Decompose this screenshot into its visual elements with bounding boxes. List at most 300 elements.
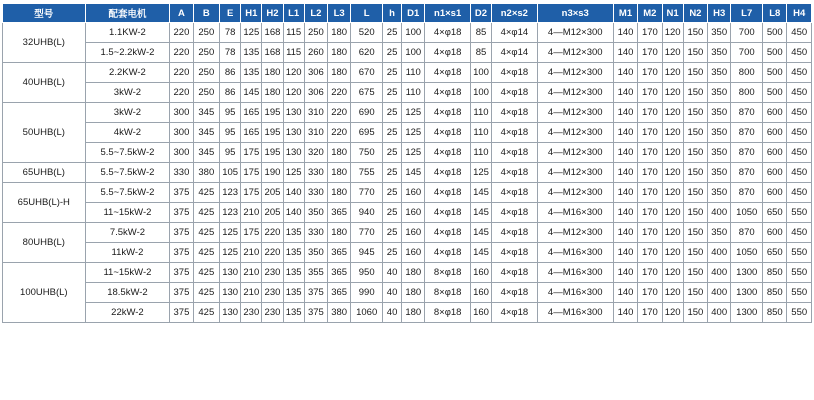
spec-cell: 150 <box>683 243 707 263</box>
spec-cell: 4×φ18 <box>492 83 538 103</box>
spec-cell: 140 <box>613 83 637 103</box>
table-row <box>3 123 812 143</box>
spec-cell: 170 <box>638 303 662 323</box>
spec-cell: 355 <box>304 263 327 283</box>
spec-cell: 125 <box>241 23 262 43</box>
spec-cell: 160 <box>402 203 425 223</box>
spec-cell: 230 <box>262 263 283 283</box>
spec-cell: 750 <box>351 143 383 163</box>
spec-cell: 375 <box>170 263 193 283</box>
spec-cell: 4—M12×300 <box>537 43 613 63</box>
spec-cell: 120 <box>662 303 683 323</box>
spec-cell: 375 <box>304 303 327 323</box>
spec-cell: 520 <box>351 23 383 43</box>
spec-cell: 110 <box>402 83 425 103</box>
spec-cell: 4—M12×300 <box>537 143 613 163</box>
spec-cell: 350 <box>708 223 731 243</box>
spec-cell: 135 <box>283 303 304 323</box>
spec-cell: 110 <box>470 123 491 143</box>
spec-cell: 425 <box>193 243 219 263</box>
spec-cell: 990 <box>351 283 383 303</box>
spec-cell: 4×φ18 <box>492 183 538 203</box>
spec-cell: 110 <box>470 143 491 163</box>
spec-cell: 425 <box>193 203 219 223</box>
column-header: L <box>351 4 383 23</box>
spec-cell: 600 <box>763 163 787 183</box>
spec-cell: 85 <box>470 43 491 63</box>
spec-cell: 100 <box>402 23 425 43</box>
spec-cell: 195 <box>262 103 283 123</box>
motor-cell: 5.5~7.5kW-2 <box>85 183 170 203</box>
spec-cell: 130 <box>220 283 241 303</box>
motor-cell: 3kW-2 <box>85 103 170 123</box>
spec-cell: 600 <box>763 223 787 243</box>
spec-cell: 4×φ18 <box>492 303 538 323</box>
spec-cell: 4—M16×300 <box>537 283 613 303</box>
spec-cell: 4—M12×300 <box>537 183 613 203</box>
spec-cell: 345 <box>193 103 219 123</box>
spec-cell: 690 <box>351 103 383 123</box>
spec-cell: 125 <box>402 123 425 143</box>
spec-cell: 100 <box>470 63 491 83</box>
spec-cell: 4×φ18 <box>425 163 471 183</box>
spec-cell: 25 <box>383 103 402 123</box>
spec-cell: 950 <box>351 263 383 283</box>
spec-cell: 100 <box>470 83 491 103</box>
column-header: D1 <box>402 4 425 23</box>
spec-cell: 425 <box>193 223 219 243</box>
spec-cell: 180 <box>262 83 283 103</box>
spec-cell: 4×φ18 <box>425 23 471 43</box>
spec-cell: 450 <box>787 123 812 143</box>
spec-cell: 115 <box>283 43 304 63</box>
spec-cell: 170 <box>638 23 662 43</box>
spec-cell: 350 <box>708 63 731 83</box>
spec-cell: 250 <box>193 43 219 63</box>
spec-cell: 78 <box>220 23 241 43</box>
spec-cell: 250 <box>193 63 219 83</box>
spec-cell: 25 <box>383 83 402 103</box>
spec-cell: 4×φ18 <box>492 103 538 123</box>
table-row <box>3 263 812 283</box>
spec-cell: 110 <box>402 63 425 83</box>
spec-cell: 140 <box>613 223 637 243</box>
spec-cell: 205 <box>262 183 283 203</box>
spec-cell: 650 <box>763 243 787 263</box>
model-cell: 32UHB(L) <box>3 23 86 63</box>
spec-cell: 4×φ18 <box>492 223 538 243</box>
column-header: H4 <box>787 4 812 23</box>
spec-cell: 150 <box>683 23 707 43</box>
spec-cell: 25 <box>383 183 402 203</box>
spec-cell: 150 <box>683 263 707 283</box>
spec-cell: 670 <box>351 63 383 83</box>
spec-cell: 250 <box>193 23 219 43</box>
spec-cell: 350 <box>708 23 731 43</box>
spec-cell: 205 <box>262 203 283 223</box>
column-header: N1 <box>662 4 683 23</box>
spec-cell: 330 <box>170 163 193 183</box>
spec-cell: 140 <box>613 23 637 43</box>
spec-cell: 220 <box>170 43 193 63</box>
spec-cell: 870 <box>731 123 763 143</box>
spec-cell: 180 <box>328 163 351 183</box>
spec-cell: 450 <box>787 43 812 63</box>
spec-cell: 300 <box>170 123 193 143</box>
spec-cell: 165 <box>241 123 262 143</box>
spec-cell: 375 <box>170 203 193 223</box>
column-header: E <box>220 4 241 23</box>
spec-cell: 170 <box>638 163 662 183</box>
spec-cell: 1060 <box>351 303 383 323</box>
spec-cell: 450 <box>787 163 812 183</box>
spec-cell: 210 <box>241 263 262 283</box>
spec-cell: 675 <box>351 83 383 103</box>
spec-cell: 120 <box>662 43 683 63</box>
spec-cell: 650 <box>763 203 787 223</box>
spec-cell: 1050 <box>731 243 763 263</box>
spec-cell: 425 <box>193 283 219 303</box>
spec-cell: 140 <box>613 303 637 323</box>
spec-cell: 4×φ18 <box>492 163 538 183</box>
spec-cell: 25 <box>383 243 402 263</box>
spec-cell: 120 <box>662 263 683 283</box>
spec-cell: 4—M12×300 <box>537 103 613 123</box>
spec-cell: 330 <box>304 183 327 203</box>
spec-cell: 375 <box>170 303 193 323</box>
table-row <box>3 143 812 163</box>
spec-cell: 190 <box>262 163 283 183</box>
motor-cell: 18.5kW-2 <box>85 283 170 303</box>
spec-cell: 230 <box>262 283 283 303</box>
spec-cell: 600 <box>763 123 787 143</box>
spec-cell: 25 <box>383 223 402 243</box>
column-header: M2 <box>638 4 662 23</box>
spec-cell: 4×φ18 <box>425 63 471 83</box>
spec-cell: 145 <box>470 203 491 223</box>
spec-cell: 320 <box>304 143 327 163</box>
spec-cell: 140 <box>613 263 637 283</box>
spec-cell: 145 <box>402 163 425 183</box>
spec-cell: 168 <box>262 23 283 43</box>
spec-cell: 160 <box>402 243 425 263</box>
spec-cell: 120 <box>662 283 683 303</box>
spec-cell: 160 <box>470 303 491 323</box>
motor-cell: 22kW-2 <box>85 303 170 323</box>
spec-cell: 180 <box>402 303 425 323</box>
spec-cell: 100 <box>402 43 425 63</box>
spec-cell: 330 <box>304 223 327 243</box>
table-row <box>3 163 812 183</box>
column-header: L3 <box>328 4 351 23</box>
table-row <box>3 103 812 123</box>
spec-cell: 1300 <box>731 263 763 283</box>
spec-cell: 120 <box>662 143 683 163</box>
spec-cell: 25 <box>383 163 402 183</box>
spec-cell: 4×φ18 <box>425 43 471 63</box>
spec-cell: 260 <box>304 43 327 63</box>
spec-cell: 500 <box>763 63 787 83</box>
spec-cell: 150 <box>683 163 707 183</box>
spec-cell: 123 <box>220 183 241 203</box>
spec-cell: 165 <box>241 103 262 123</box>
spec-cell: 195 <box>262 143 283 163</box>
table-row <box>3 63 812 83</box>
column-header: 型号 <box>3 4 86 23</box>
spec-cell: 140 <box>613 283 637 303</box>
spec-cell: 115 <box>283 23 304 43</box>
spec-cell: 345 <box>193 143 219 163</box>
spec-cell: 770 <box>351 183 383 203</box>
spec-cell: 350 <box>708 103 731 123</box>
spec-cell: 150 <box>683 83 707 103</box>
spec-cell: 4—M12×300 <box>537 63 613 83</box>
spec-cell: 4—M12×300 <box>537 83 613 103</box>
spec-cell: 140 <box>613 63 637 83</box>
spec-cell: 870 <box>731 223 763 243</box>
model-cell: 50UHB(L) <box>3 103 86 163</box>
spec-cell: 600 <box>763 143 787 163</box>
spec-cell: 450 <box>787 183 812 203</box>
spec-cell: 306 <box>304 63 327 83</box>
spec-cell: 85 <box>470 23 491 43</box>
spec-cell: 4×φ18 <box>425 103 471 123</box>
spec-cell: 25 <box>383 43 402 63</box>
motor-cell: 3kW-2 <box>85 83 170 103</box>
spec-cell: 140 <box>613 183 637 203</box>
spec-cell: 160 <box>470 283 491 303</box>
spec-cell: 170 <box>638 203 662 223</box>
spec-cell: 425 <box>193 303 219 323</box>
spec-cell: 850 <box>763 263 787 283</box>
spec-cell: 135 <box>241 43 262 63</box>
spec-cell: 940 <box>351 203 383 223</box>
spec-cell: 4—M12×300 <box>537 23 613 43</box>
header-row <box>3 4 812 23</box>
spec-cell: 95 <box>220 123 241 143</box>
spec-cell: 375 <box>170 283 193 303</box>
spec-cell: 125 <box>402 143 425 163</box>
spec-cell: 140 <box>283 183 304 203</box>
table-row <box>3 303 812 323</box>
spec-cell: 160 <box>470 263 491 283</box>
spec-cell: 120 <box>662 103 683 123</box>
spec-cell: 700 <box>731 43 763 63</box>
spec-cell: 180 <box>328 143 351 163</box>
spec-cell: 755 <box>351 163 383 183</box>
spec-cell: 4×φ18 <box>425 203 471 223</box>
spec-cell: 300 <box>170 103 193 123</box>
spec-cell: 140 <box>613 143 637 163</box>
spec-cell: 550 <box>787 243 812 263</box>
spec-cell: 1050 <box>731 203 763 223</box>
spec-cell: 4×φ18 <box>492 243 538 263</box>
spec-cell: 250 <box>193 83 219 103</box>
column-header: L8 <box>763 4 787 23</box>
spec-cell: 4×φ18 <box>425 243 471 263</box>
spec-cell: 350 <box>708 163 731 183</box>
table-row <box>3 183 812 203</box>
spec-cell: 150 <box>683 283 707 303</box>
column-header: H1 <box>241 4 262 23</box>
spec-cell: 220 <box>170 83 193 103</box>
spec-cell: 550 <box>787 203 812 223</box>
spec-cell: 220 <box>328 103 351 123</box>
spec-cell: 168 <box>262 43 283 63</box>
spec-cell: 210 <box>241 283 262 303</box>
column-header: n3×s3 <box>537 4 613 23</box>
column-header: H3 <box>708 4 731 23</box>
spec-cell: 350 <box>708 123 731 143</box>
column-header: H2 <box>262 4 283 23</box>
spec-cell: 230 <box>262 303 283 323</box>
spec-cell: 220 <box>328 123 351 143</box>
spec-cell: 140 <box>613 103 637 123</box>
spec-cell: 4—M16×300 <box>537 203 613 223</box>
spec-cell: 145 <box>470 223 491 243</box>
spec-cell: 4×φ18 <box>492 123 538 143</box>
spec-cell: 4×φ18 <box>425 83 471 103</box>
spec-cell: 4×φ18 <box>425 123 471 143</box>
spec-table <box>2 3 812 323</box>
spec-cell: 120 <box>662 63 683 83</box>
motor-cell: 5.5~7.5kW-2 <box>85 143 170 163</box>
spec-cell: 140 <box>613 243 637 263</box>
spec-cell: 135 <box>283 223 304 243</box>
spec-cell: 175 <box>241 223 262 243</box>
spec-cell: 350 <box>708 43 731 63</box>
spec-cell: 500 <box>763 23 787 43</box>
spec-cell: 4×φ18 <box>492 263 538 283</box>
spec-cell: 170 <box>638 63 662 83</box>
spec-cell: 150 <box>683 223 707 243</box>
spec-cell: 150 <box>683 183 707 203</box>
spec-cell: 4×φ18 <box>425 143 471 163</box>
spec-cell: 145 <box>470 243 491 263</box>
spec-cell: 110 <box>470 103 491 123</box>
spec-cell: 550 <box>787 263 812 283</box>
spec-cell: 850 <box>763 283 787 303</box>
motor-cell: 4kW-2 <box>85 123 170 143</box>
spec-cell: 140 <box>613 43 637 63</box>
column-header: L2 <box>304 4 327 23</box>
spec-cell: 95 <box>220 103 241 123</box>
spec-cell: 365 <box>328 283 351 303</box>
spec-cell: 220 <box>262 243 283 263</box>
column-header: L7 <box>731 4 763 23</box>
spec-cell: 120 <box>662 163 683 183</box>
motor-cell: 11kW-2 <box>85 243 170 263</box>
spec-cell: 4—M16×300 <box>537 243 613 263</box>
spec-cell: 150 <box>683 203 707 223</box>
spec-cell: 120 <box>662 23 683 43</box>
spec-cell: 140 <box>613 123 637 143</box>
spec-cell: 170 <box>638 283 662 303</box>
table-body <box>3 23 812 323</box>
spec-cell: 230 <box>241 303 262 323</box>
spec-cell: 800 <box>731 63 763 83</box>
spec-cell: 125 <box>402 103 425 123</box>
spec-cell: 220 <box>170 23 193 43</box>
spec-cell: 695 <box>351 123 383 143</box>
spec-cell: 175 <box>241 183 262 203</box>
spec-cell: 330 <box>304 163 327 183</box>
table-row <box>3 83 812 103</box>
motor-cell: 11~15kW-2 <box>85 263 170 283</box>
spec-cell: 120 <box>283 63 304 83</box>
spec-cell: 180 <box>328 223 351 243</box>
spec-cell: 220 <box>262 223 283 243</box>
spec-cell: 4×φ18 <box>492 63 538 83</box>
spec-cell: 150 <box>683 303 707 323</box>
motor-cell: 2.2KW-2 <box>85 63 170 83</box>
spec-cell: 870 <box>731 103 763 123</box>
spec-cell: 135 <box>241 63 262 83</box>
spec-cell: 365 <box>328 203 351 223</box>
motor-cell: 7.5kW-2 <box>85 223 170 243</box>
spec-cell: 4×φ18 <box>492 143 538 163</box>
spec-cell: 500 <box>763 43 787 63</box>
model-cell: 100UHB(L) <box>3 263 86 323</box>
spec-cell: 120 <box>662 203 683 223</box>
spec-cell: 945 <box>351 243 383 263</box>
spec-cell: 500 <box>763 83 787 103</box>
spec-cell: 120 <box>662 83 683 103</box>
spec-cell: 125 <box>470 163 491 183</box>
column-header: 配套电机 <box>85 4 170 23</box>
spec-cell: 160 <box>402 223 425 243</box>
spec-cell: 850 <box>763 303 787 323</box>
spec-cell: 140 <box>283 203 304 223</box>
spec-cell: 380 <box>328 303 351 323</box>
spec-cell: 95 <box>220 143 241 163</box>
spec-cell: 300 <box>170 143 193 163</box>
spec-cell: 175 <box>241 143 262 163</box>
spec-cell: 345 <box>193 123 219 143</box>
spec-cell: 450 <box>787 143 812 163</box>
spec-cell: 4×φ14 <box>492 43 538 63</box>
model-cell: 40UHB(L) <box>3 63 86 103</box>
spec-cell: 600 <box>763 103 787 123</box>
spec-cell: 450 <box>787 83 812 103</box>
spec-cell: 375 <box>170 183 193 203</box>
column-header: B <box>193 4 219 23</box>
spec-cell: 310 <box>304 123 327 143</box>
spec-cell: 135 <box>283 283 304 303</box>
spec-cell: 210 <box>241 243 262 263</box>
spec-cell: 870 <box>731 183 763 203</box>
spec-cell: 86 <box>220 63 241 83</box>
spec-cell: 870 <box>731 143 763 163</box>
spec-cell: 4×φ18 <box>425 223 471 243</box>
spec-cell: 220 <box>170 63 193 83</box>
spec-cell: 800 <box>731 83 763 103</box>
column-header: M1 <box>613 4 637 23</box>
spec-cell: 4×φ18 <box>492 203 538 223</box>
spec-cell: 160 <box>402 183 425 203</box>
column-header: n2×s2 <box>492 4 538 23</box>
spec-cell: 78 <box>220 43 241 63</box>
spec-cell: 620 <box>351 43 383 63</box>
column-header: L1 <box>283 4 304 23</box>
table-row <box>3 283 812 303</box>
spec-cell: 170 <box>638 83 662 103</box>
spec-cell: 180 <box>402 283 425 303</box>
spec-cell: 375 <box>170 223 193 243</box>
motor-cell: 11~15kW-2 <box>85 203 170 223</box>
spec-cell: 306 <box>304 83 327 103</box>
spec-cell: 140 <box>613 203 637 223</box>
